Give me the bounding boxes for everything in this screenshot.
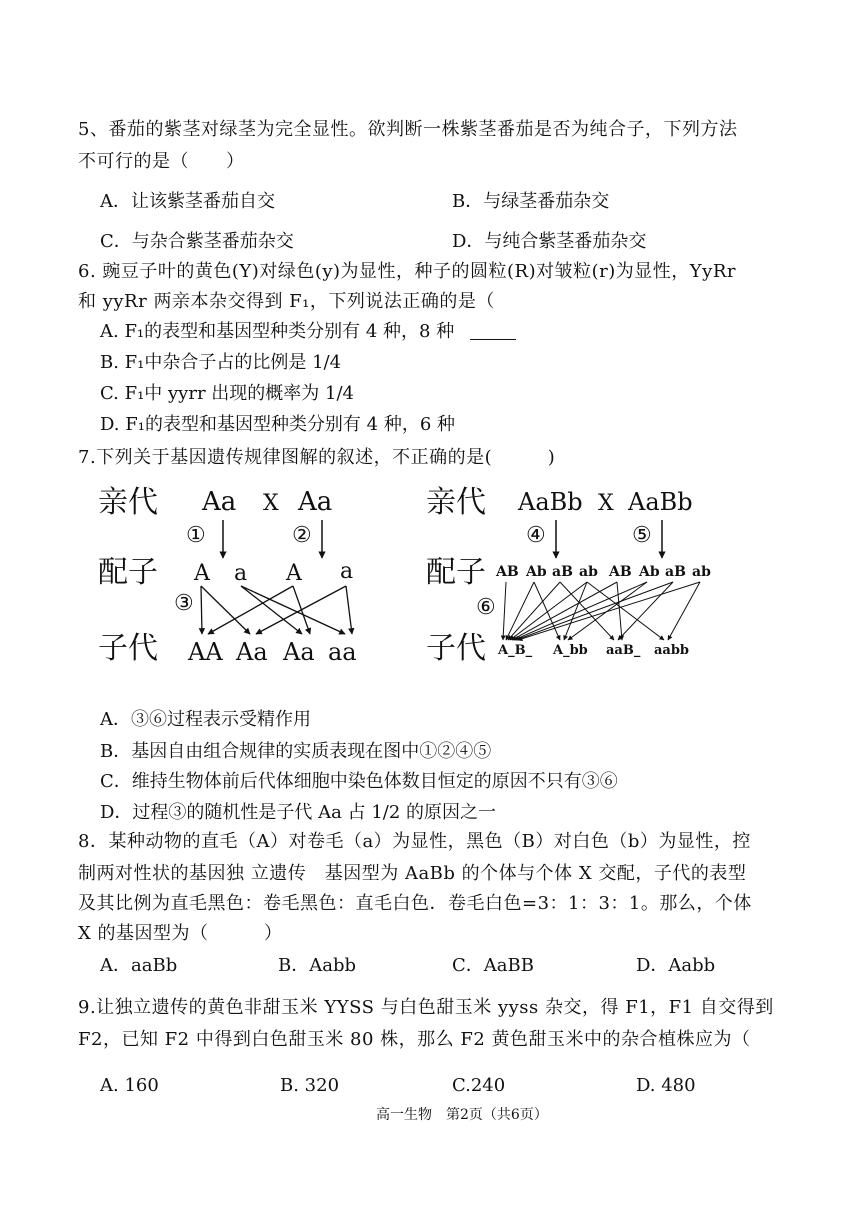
left-parent-2: Aa bbox=[298, 487, 333, 517]
right-gamete: Ab bbox=[526, 564, 547, 580]
q7-option-a: A．③⑥过程表示受精作用 bbox=[100, 709, 311, 730]
left-offspring: aa bbox=[328, 638, 357, 666]
q6-option-c: C. F₁中 yyrr 出现的概率为 1/4 bbox=[100, 383, 354, 404]
left-gamete: A bbox=[286, 561, 302, 586]
right-dihybrid-diagram bbox=[426, 485, 711, 666]
left-cross-sign: X bbox=[263, 491, 279, 516]
right-gamete: aB bbox=[665, 564, 686, 580]
q5-option-c: C．与杂合紫茎番茄杂交 bbox=[100, 231, 294, 252]
q8-option-b: B．Aabb bbox=[278, 955, 357, 976]
q8-option-a: A．aaBb bbox=[100, 955, 178, 976]
q9-option-b: B. 320 bbox=[280, 1075, 340, 1096]
step-5-label: ⑤ bbox=[632, 523, 652, 548]
page-footer: 高一生物 第2页（共6页） bbox=[376, 1107, 548, 1123]
right-cross-sign: X bbox=[598, 491, 614, 516]
left-offspring: Aa bbox=[283, 638, 315, 666]
right-gamete: Ab bbox=[639, 564, 660, 580]
q8-option-c: C．AaBB bbox=[452, 955, 534, 976]
q5-option-a: A．让该紫茎番茄自交 bbox=[100, 191, 275, 212]
inheritance-diagram bbox=[90, 478, 730, 678]
left-gamete: a bbox=[234, 561, 248, 586]
right-fertilization-arrows bbox=[503, 582, 700, 640]
q8-stem-line2: 制两对性状的基因独 立遗传 基因型为 AaBb 的个体与个体 X 交配，子代的表型 bbox=[78, 863, 747, 884]
q8-option-d: D．Aabb bbox=[636, 955, 716, 976]
q9-option-d: D. 480 bbox=[636, 1075, 696, 1096]
q5-stem-line1: 5、番茄的紫茎对绿茎为完全显性。欲判断一株紫茎番茄是否为纯合子，下列方法 bbox=[78, 119, 738, 140]
right-row-label-offspring: 子代 bbox=[426, 631, 486, 666]
q5-stem-line2: 不可行的是（ ） bbox=[78, 151, 245, 172]
q8-stem-line4: X 的基因型为（ ） bbox=[78, 923, 283, 944]
right-gamete: AB bbox=[609, 564, 632, 580]
q9-option-a: A. 160 bbox=[100, 1075, 159, 1096]
step-2-label: ② bbox=[292, 523, 312, 548]
q7-option-b: B．基因自由组合规律的实质表现在图中①②④⑤ bbox=[100, 741, 492, 762]
q6-stem-line2: 和 yyRr 两亲本杂交得到 F₁，下列说法正确的是（ bbox=[78, 291, 495, 312]
q8-stem-line3: 及其比例为直毛黑色：卷毛黑色：直毛白色．卷毛白色=3：1：3：1。那么，个体 bbox=[78, 893, 752, 914]
left-offspring: AA bbox=[188, 638, 223, 666]
left-gamete: A bbox=[194, 561, 210, 586]
q8-stem-line1: 8．某种动物的直毛（A）对卷毛（a）为显性，黑色（B）对白色（b）为显性，控 bbox=[78, 831, 751, 852]
q7-option-d: D．过程③的随机性是子代 Aa 占 1/2 的原因之一 bbox=[100, 802, 497, 823]
right-gamete: AB bbox=[496, 564, 519, 580]
step-1-label: ① bbox=[186, 523, 206, 548]
left-row-label-offspring: 子代 bbox=[98, 631, 158, 666]
q7-option-c: C．维持生物体前后代体细胞中染色体数目恒定的原因不只有③⑥ bbox=[100, 771, 618, 792]
right-row-label-gametes: 配子 bbox=[426, 555, 486, 590]
right-offspring: aabb bbox=[654, 643, 690, 658]
answer-blank-line bbox=[470, 325, 516, 340]
left-row-label-gametes: 配子 bbox=[98, 555, 158, 590]
q6-stem-line1: 6. 豌豆子叶的黄色(Y)对绿色(y)为显性，种子的圆粒(R)对皱粒(r)为显性，YyRr bbox=[78, 261, 736, 282]
q6-option-a: A. F₁的表型和基因型种类分别有 4 种，8 种 bbox=[100, 320, 516, 344]
left-row-label-parents: 亲代 bbox=[98, 485, 158, 520]
right-parent-1: AaBb bbox=[518, 488, 583, 516]
q7-stem: 7.下列关于基因遗传规律图解的叙述，不正确的是( ) bbox=[78, 447, 556, 468]
q5-option-d: D．与纯合紫茎番茄杂交 bbox=[452, 231, 647, 252]
right-offspring: A_bb bbox=[553, 643, 588, 658]
step-6-label: ⑥ bbox=[476, 595, 496, 620]
left-gamete: a bbox=[340, 559, 354, 584]
left-fertilization-arrows bbox=[201, 586, 352, 634]
right-offspring: aaB_ bbox=[606, 643, 641, 658]
left-offspring: Aa bbox=[236, 638, 268, 666]
right-gamete: ab bbox=[579, 564, 598, 580]
right-parent-2: AaBb bbox=[628, 488, 693, 516]
q6-option-d: D. F₁的表型和基因型种类分别有 4 种，6 种 bbox=[100, 414, 456, 435]
left-monohybrid-diagram bbox=[98, 485, 357, 666]
right-offspring: A_B_ bbox=[498, 643, 533, 658]
right-row-label-parents: 亲代 bbox=[426, 485, 486, 520]
q9-option-c: C.240 bbox=[452, 1075, 506, 1096]
step-4-label: ④ bbox=[526, 523, 546, 548]
left-parent-1: Aa bbox=[202, 487, 237, 517]
q6-option-b: B. F₁中杂合子占的比例是 1/4 bbox=[100, 352, 342, 373]
right-gamete: aB bbox=[552, 564, 573, 580]
q9-stem-line1: 9.让独立遗传的黄色非甜玉米 YYSS 与白色甜玉米 yyss 杂交，得 F1，F1 自交得到 bbox=[78, 997, 774, 1018]
step-3-label: ③ bbox=[174, 591, 194, 616]
right-gamete: ab bbox=[692, 564, 711, 580]
q5-option-b: B．与绿茎番茄杂交 bbox=[452, 191, 610, 212]
q9-stem-line2: F2，已知 F2 中得到白色甜玉米 80 株，那么 F2 黄色甜玉米中的杂合植株应为（ bbox=[78, 1029, 751, 1050]
